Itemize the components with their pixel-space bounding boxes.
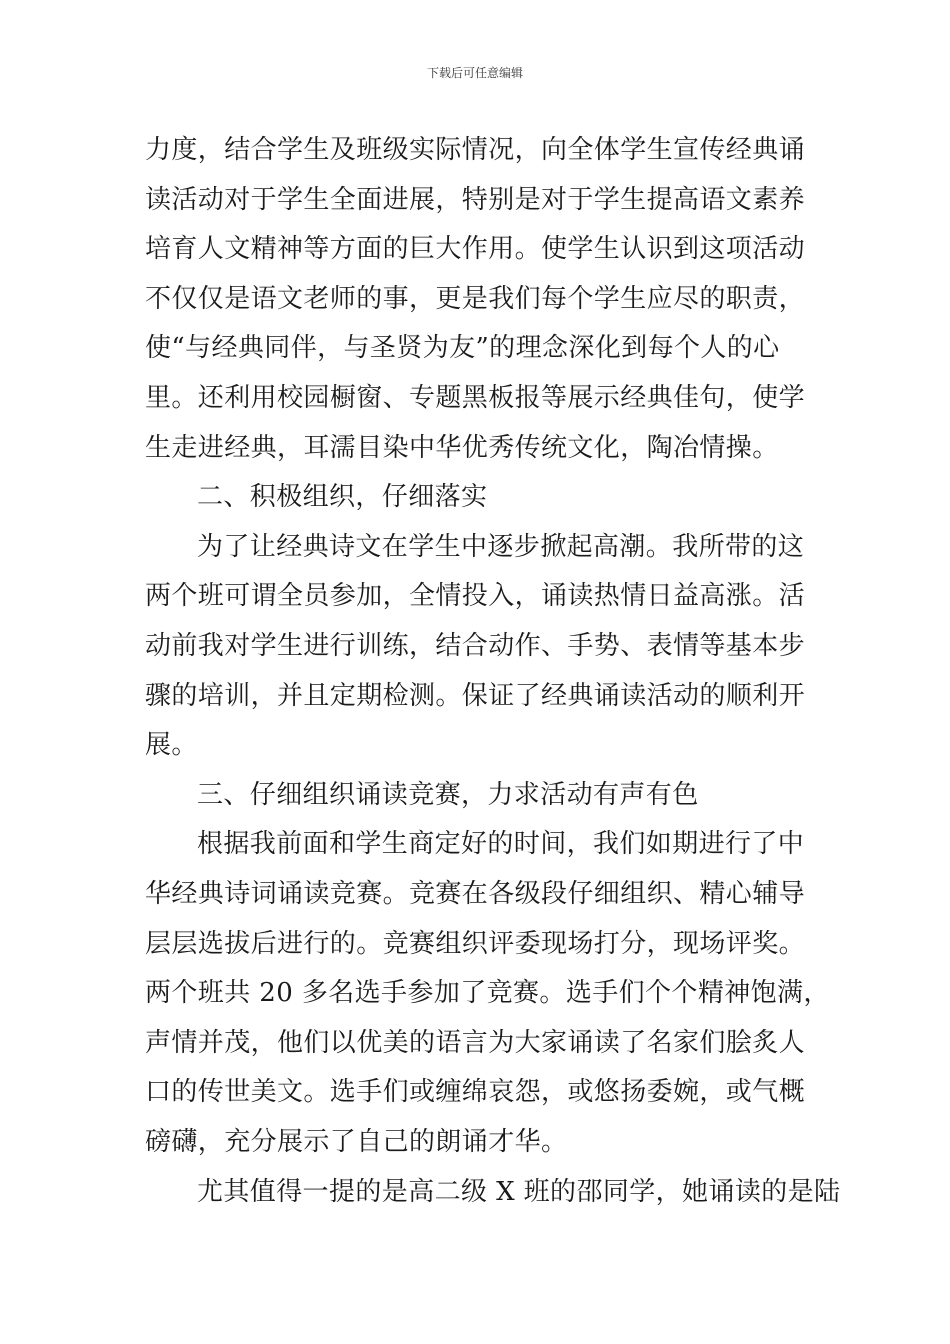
text-line: 根据我前面和学生商定好的时间，我们如期进行了中: [197, 829, 805, 860]
text-line: 层层选拔后进行的。竞赛组织评委现场打分，现场评奖。: [145, 928, 806, 959]
text-line: 读活动对于学生全面进展，特别是对于学生提高语文素养: [145, 184, 806, 215]
section-heading: 三、仔细组织诵读竞赛，力求活动有声有色: [197, 779, 699, 810]
text-line: 生走进经典，耳濡目染中华优秀传统文化，陶冶情操。: [145, 432, 779, 463]
section-heading: 二、积极组织，仔细落实: [197, 482, 488, 513]
text-line: 为了让经典诗文在学生中逐步掀起高潮。我所带的这: [197, 531, 805, 562]
text-line: 使“与经典同伴，与圣贤为友”的理念深化到每个人的心: [145, 333, 780, 364]
text-line: 展。: [145, 730, 198, 761]
text-line: 力度，结合学生及班级实际情况，向全体学生宣传经典诵: [145, 135, 806, 165]
text-line: 磅礴，充分展示了自己的朗诵才华。: [145, 1126, 568, 1157]
text-line: 华经典诗词诵读竞赛。竞赛在各级段仔细组织、精心辅导: [145, 878, 806, 909]
text-line: 两个班可谓全员参加，全情投入，诵读热情日益高涨。活: [145, 581, 806, 612]
body-text: [145, 126, 841, 1218]
text-line: 声情并茂，他们以优美的语言为大家诵读了名家们脍炙人: [145, 1027, 806, 1058]
text-line: 不仅仅是语文老师的事，更是我们每个学生应尽的职责，: [145, 283, 806, 314]
text-line: 骤的培训，并且定期检测。保证了经典诵读活动的顺利开: [145, 680, 806, 711]
text-line: 里。还利用校园橱窗、专题黑板报等展示经典佳句，使学: [145, 382, 806, 413]
text-line: 口的传世美文。选手们或缠绵哀怨，或悠扬委婉，或气概: [145, 1077, 806, 1108]
text-line: 动前我对学生进行训练，结合动作、手势、表情等基本步: [145, 630, 806, 661]
text-line: 两个班共 20 多名选手参加了竞赛。选手们个个精神饱满，: [145, 978, 830, 1009]
text-line: 培育人文精神等方面的巨大作用。使学生认识到这项活动: [145, 234, 806, 265]
text-line: 尤其值得一提的是高二级 X 班的邵同学，她诵读的是陆: [197, 1177, 841, 1208]
page-header: 下载后可任意编辑: [426, 66, 523, 80]
